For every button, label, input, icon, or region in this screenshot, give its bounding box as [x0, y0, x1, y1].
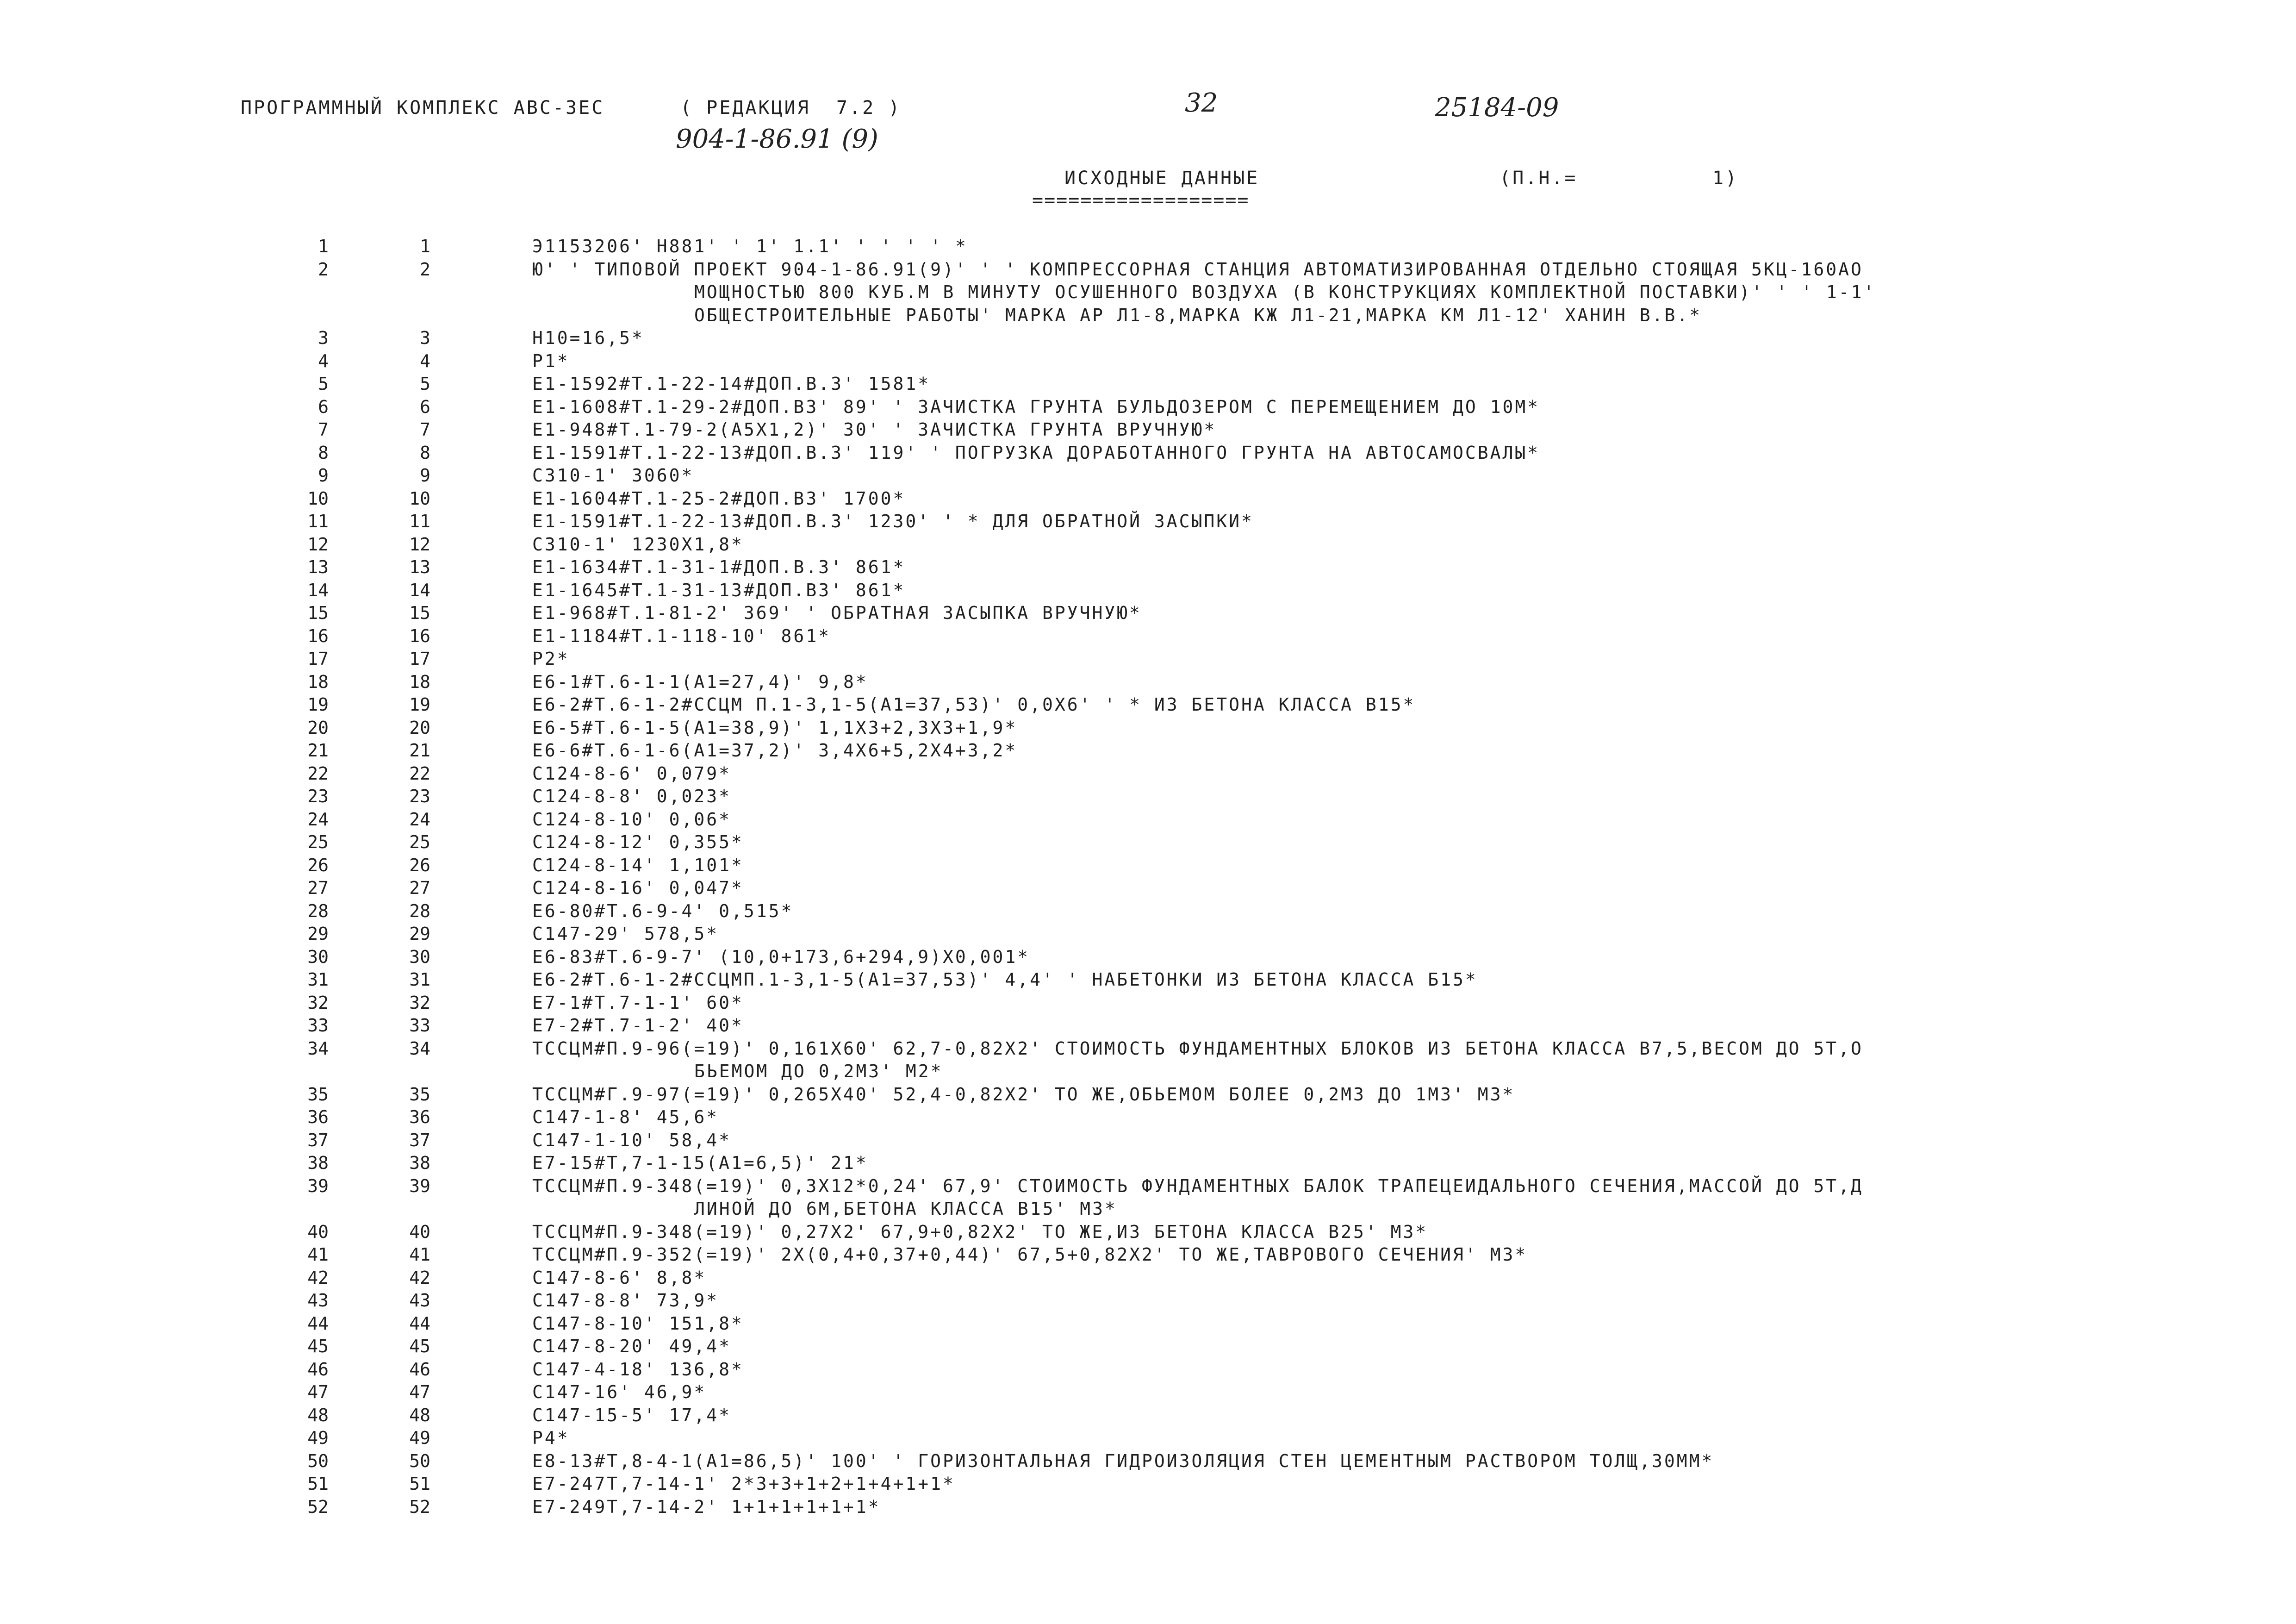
line-number: 9 — [318, 465, 329, 486]
line-number: 45 — [307, 1336, 329, 1356]
record-text: С147-4-18' 136,8* — [532, 1359, 744, 1380]
record-text: С147-16' 46,9* — [532, 1382, 707, 1402]
record-text: Е7-2#Т.7-1-2' 40* — [532, 1015, 744, 1036]
record-text: Е1-968#Т.1-81-2' 369' ' ОБРАТНАЯ ЗАСЫПКА ВРУЧНУЮ* — [532, 603, 1142, 623]
line-number: 5 — [318, 374, 329, 394]
record-number: 18 — [409, 671, 430, 692]
record-text: Р1* — [532, 350, 570, 371]
record-text: Н10=16,5* — [532, 328, 644, 348]
line-number: 46 — [307, 1359, 329, 1380]
record-number: 45 — [409, 1336, 430, 1356]
record-text: Е1-1604#Т.1-25-2#ДОП.В3' 1700* — [532, 488, 906, 509]
record-text: Е1-1608#Т.1-29-2#ДОП.В3' 89' ' ЗАЧИСТКА ГРУНТА БУЛЬДОЗЕРОМ С ПЕРЕМЕЩЕНИЕМ ДО 10М* — [532, 396, 1540, 417]
record-number: 35 — [409, 1084, 430, 1105]
record-text: Е1-948#Т.1-79-2(А5Х1,2)' 30' ' ЗАЧИСТКА ГРУНТА ВРУЧНУЮ* — [532, 419, 1217, 440]
record-number: 38 — [409, 1153, 430, 1173]
line-number: 34 — [307, 1038, 329, 1059]
project-code: 904-1-86.91 (9) — [676, 124, 878, 154]
line-number: 28 — [307, 900, 329, 921]
line-number: 31 — [307, 969, 329, 990]
record-text: ТССЦМ#П.9-96(=19)' 0,161Х60' 62,7-0,82Х2' СТОИМОСТЬ ФУНДАМЕНТНЫХ БЛОКОВ ИЗ БЕТОНА КЛАССА В7,5,ВЕСОМ ДО 5Т,О — [532, 1038, 1863, 1059]
listing-row — [0, 1497, 2296, 1524]
record-number: 46 — [409, 1359, 430, 1380]
line-number: 39 — [307, 1175, 329, 1196]
record-number: 47 — [409, 1382, 430, 1402]
line-number: 27 — [307, 878, 329, 898]
record-text: Е6-2#Т.6-1-2#ССЦМ П.1-3,1-5(А1=37,53)' 0,0Х6' ' * ИЗ БЕТОНА КЛАССА В15* — [532, 694, 1416, 715]
record-number: 39 — [409, 1175, 430, 1196]
record-text-continuation: БЬЕМОМ ДО 0,2М3' М2* — [694, 1061, 943, 1081]
line-number: 12 — [307, 534, 329, 555]
record-text-continuation: МОЩНОСТЬЮ 800 КУБ.М В МИНУТУ ОСУШЕННОГО ВОЗДУХА (В КОНСТРУКЦИЯХ КОМПЛЕКТНОЙ ПОСТАВКИ)' ' ' 1-1' — [694, 282, 1876, 302]
record-number: 49 — [409, 1428, 430, 1448]
line-number: 15 — [307, 603, 329, 623]
line-number: 24 — [307, 809, 329, 830]
line-number: 10 — [307, 488, 329, 509]
record-number: 34 — [409, 1038, 430, 1059]
record-text: Е1-1591#Т.1-22-13#ДОП.В.3' 119' ' ПОГРУЗКА ДОРАБОТАННОГО ГРУНТА НА АВТОСАМОСВАЛЫ* — [532, 442, 1540, 463]
record-text: С147-1-8' 45,6* — [532, 1107, 719, 1127]
line-number: 6 — [318, 396, 329, 417]
record-number: 25 — [409, 832, 430, 852]
record-text: Е1-1634#Т.1-31-1#ДОП.В.3' 861* — [532, 557, 906, 577]
record-number: 17 — [409, 649, 430, 669]
record-number: 26 — [409, 855, 430, 875]
line-number: 23 — [307, 786, 329, 806]
line-number: 2 — [318, 259, 329, 280]
line-number: 16 — [307, 625, 329, 646]
record-number: 9 — [420, 465, 430, 486]
record-number: 7 — [420, 419, 430, 440]
line-number: 8 — [318, 442, 329, 463]
record-number: 19 — [409, 694, 430, 715]
record-number: 5 — [420, 374, 430, 394]
line-number: 4 — [318, 350, 329, 371]
record-text: Р2* — [532, 649, 570, 669]
record-number: 40 — [409, 1221, 430, 1242]
record-text: С147-15-5' 17,4* — [532, 1405, 732, 1425]
record-text: Е6-83#Т.6-9-7' (10,0+173,6+294,9)Х0,001* — [532, 946, 1030, 967]
record-text: Ю' ' ТИПОВОЙ ПРОЕКТ 904-1-86.91(9)' ' ' КОМПРЕССОРНАЯ СТАНЦИЯ АВТОМАТИЗИРОВАННАЯ ОТДЕЛЬНО СТОЯЩАЯ 5КЦ-160АО — [532, 259, 1863, 280]
record-number: 10 — [409, 488, 430, 509]
line-number: 25 — [307, 832, 329, 852]
record-number: 37 — [409, 1130, 430, 1150]
record-text: Е1-1592#Т.1-22-14#ДОП.В.3' 1581* — [532, 374, 931, 394]
record-text: С147-1-10' 58,4* — [532, 1130, 732, 1150]
line-number: 35 — [307, 1084, 329, 1105]
line-number: 7 — [318, 419, 329, 440]
section-underline: ================== — [1032, 190, 1250, 211]
record-text: С124-8-14' 1,101* — [532, 855, 744, 875]
record-number: 22 — [409, 763, 430, 784]
record-number: 3 — [420, 328, 430, 348]
page-no-label: (П.Н.= — [1500, 168, 1578, 189]
line-number: 50 — [307, 1450, 329, 1471]
line-number: 22 — [307, 763, 329, 784]
record-number: 41 — [409, 1244, 430, 1265]
line-number: 18 — [307, 671, 329, 692]
record-text: Е6-6#Т.6-1-6(А1=37,2)' 3,4Х6+5,2Х4+3,2* — [532, 740, 1018, 761]
record-text: Е7-247Т,7-14-1' 2*3+3+1+2+1+4+1+1* — [532, 1474, 955, 1494]
record-number: 43 — [409, 1290, 430, 1311]
record-text: ТССЦМ#П.9-352(=19)' 2Х(0,4+0,37+0,44)' 67,5+0,82Х2' ТО ЖЕ,ТАВРОВОГО СЕЧЕНИЯ' М3* — [532, 1244, 1528, 1265]
line-number: 38 — [307, 1153, 329, 1173]
record-text: Е7-249Т,7-14-2' 1+1+1+1+1+1* — [532, 1496, 881, 1517]
record-number: 33 — [409, 1015, 430, 1036]
record-text: С147-8-10' 151,8* — [532, 1313, 744, 1334]
line-number: 42 — [307, 1267, 329, 1288]
record-number: 1 — [420, 236, 430, 256]
line-number: 36 — [307, 1107, 329, 1127]
record-number: 52 — [409, 1496, 430, 1517]
record-number: 2 — [420, 259, 430, 280]
record-text: С310-1' 1230Х1,8* — [532, 534, 744, 555]
record-text: С124-8-8' 0,023* — [532, 786, 732, 806]
record-text: ТССЦМ#П.9-348(=19)' 0,27Х2' 67,9+0,82Х2' ТО ЖЕ,ИЗ БЕТОНА КЛАССА В25' М3* — [532, 1221, 1428, 1242]
section-title: ИСХОДНЫЕ ДАННЫЕ — [1064, 168, 1260, 189]
record-number: 6 — [420, 396, 430, 417]
line-number: 51 — [307, 1474, 329, 1494]
record-number: 12 — [409, 534, 430, 555]
record-number: 32 — [409, 992, 430, 1013]
record-number: 44 — [409, 1313, 430, 1334]
record-number: 16 — [409, 625, 430, 646]
record-number: 29 — [409, 924, 430, 944]
record-number: 20 — [409, 717, 430, 738]
line-number: 30 — [307, 946, 329, 967]
record-number: 27 — [409, 878, 430, 898]
program-name: ПРОГРАММНЫЙ КОМПЛЕКС АВС-ЗЕС — [241, 97, 605, 119]
record-number: 51 — [409, 1474, 430, 1494]
line-number: 37 — [307, 1130, 329, 1150]
record-text: Е6-1#Т.6-1-1(А1=27,4)' 9,8* — [532, 671, 868, 692]
line-number: 17 — [307, 649, 329, 669]
record-number: 28 — [409, 900, 430, 921]
page-number: 32 — [1185, 88, 1218, 118]
line-number: 13 — [307, 557, 329, 577]
record-text: Э1153206' Н881' ' 1' 1.1' ' ' ' ' * — [532, 236, 968, 256]
record-text: Р4* — [532, 1428, 570, 1448]
record-text: ТССЦМ#П.9-348(=19)' 0,3Х12*0,24' 67,9' СТОИМОСТЬ ФУНДАМЕНТНЫХ БАЛОК ТРАПЕЦЕИДАЛЬНОГО СЕЧЕНИЯ,МАССОЙ ДО 5Т,Д — [532, 1175, 1863, 1196]
line-number: 48 — [307, 1405, 329, 1425]
record-text: С147-8-6' 8,8* — [532, 1267, 707, 1288]
line-number: 20 — [307, 717, 329, 738]
line-number: 43 — [307, 1290, 329, 1311]
line-number: 1 — [318, 236, 329, 256]
line-number: 26 — [307, 855, 329, 875]
record-text: Е1-1645#Т.1-31-13#ДОП.В3' 861* — [532, 580, 906, 600]
edition-label: ( РЕДАКЦИЯ 7.2 ) — [680, 97, 902, 119]
record-text: С147-29' 578,5* — [532, 924, 719, 944]
line-number: 47 — [307, 1382, 329, 1402]
record-text: Е1-1591#Т.1-22-13#ДОП.В.3' 1230' ' * ДЛЯ ОБРАТНОЙ ЗАСЫПКИ* — [532, 511, 1254, 531]
record-text: Е7-1#Т.7-1-1' 60* — [532, 992, 744, 1013]
record-number: 14 — [409, 580, 430, 600]
record-text: С124-8-12' 0,355* — [532, 832, 744, 852]
line-number: 19 — [307, 694, 329, 715]
record-number: 24 — [409, 809, 430, 830]
record-number: 15 — [409, 603, 430, 623]
line-number: 33 — [307, 1015, 329, 1036]
line-number: 14 — [307, 580, 329, 600]
record-number: 21 — [409, 740, 430, 761]
record-number: 50 — [409, 1450, 430, 1471]
line-number: 21 — [307, 740, 329, 761]
record-number: 8 — [420, 442, 430, 463]
record-number: 23 — [409, 786, 430, 806]
record-text-continuation: ЛИНОЙ ДО 6М,БЕТОНА КЛАССА В15' М3* — [694, 1199, 1117, 1219]
line-number: 29 — [307, 924, 329, 944]
line-number: 32 — [307, 992, 329, 1013]
record-text: Е7-15#Т,7-1-15(А1=6,5)' 21* — [532, 1153, 868, 1173]
document-code: 25184-09 — [1435, 93, 1559, 123]
record-text: Е1-1184#Т.1-118-10' 861* — [532, 625, 831, 646]
page-no-value: 1) — [1712, 168, 1739, 189]
record-number: 31 — [409, 969, 430, 990]
line-number: 40 — [307, 1221, 329, 1242]
record-text: С124-8-6' 0,079* — [532, 763, 732, 784]
record-text: Е8-13#Т,8-4-1(А1=86,5)' 100' ' ГОРИЗОНТАЛЬНАЯ ГИДРОИЗОЛЯЦИЯ СТЕН ЦЕМЕНТНЫМ РАСТВОРОМ ТОЛЩ,30ММ* — [532, 1450, 1714, 1471]
line-number: 44 — [307, 1313, 329, 1334]
record-number: 13 — [409, 557, 430, 577]
line-number: 3 — [318, 328, 329, 348]
record-text: С147-8-20' 49,4* — [532, 1336, 732, 1356]
record-number: 4 — [420, 350, 430, 371]
line-number: 52 — [307, 1496, 329, 1517]
record-text: Е6-80#Т.6-9-4' 0,515* — [532, 900, 794, 921]
record-number: 48 — [409, 1405, 430, 1425]
record-text: С124-8-10' 0,06* — [532, 809, 732, 830]
record-text: С310-1' 3060* — [532, 465, 694, 486]
record-number: 30 — [409, 946, 430, 967]
record-text: Е6-2#Т.6-1-2#ССЦМП.1-3,1-5(А1=37,53)' 4,4' ' НАБЕТОНКИ ИЗ БЕТОНА КЛАССА Б15* — [532, 969, 1478, 990]
record-number: 42 — [409, 1267, 430, 1288]
record-number: 36 — [409, 1107, 430, 1127]
line-number: 41 — [307, 1244, 329, 1265]
line-number: 11 — [307, 511, 329, 531]
record-text: ТССЦМ#Г.9-97(=19)' 0,265Х40' 52,4-0,82Х2' ТО ЖЕ,ОБЬЕМОМ БОЛЕЕ 0,2М3 ДО 1М3' М3* — [532, 1084, 1515, 1105]
record-text-continuation: ОБЩЕСТРОИТЕЛЬНЫЕ РАБОТЫ' МАРКА АР Л1-8,МАРКА КЖ Л1-21,МАРКА КМ Л1-12' ХАНИН В.В.* — [694, 305, 1702, 325]
record-number: 11 — [409, 511, 430, 531]
line-number: 49 — [307, 1428, 329, 1448]
record-text: Е6-5#Т.6-1-5(А1=38,9)' 1,1Х3+2,3Х3+1,9* — [532, 717, 1018, 738]
record-text: С124-8-16' 0,047* — [532, 878, 744, 898]
record-text: С147-8-8' 73,9* — [532, 1290, 719, 1311]
